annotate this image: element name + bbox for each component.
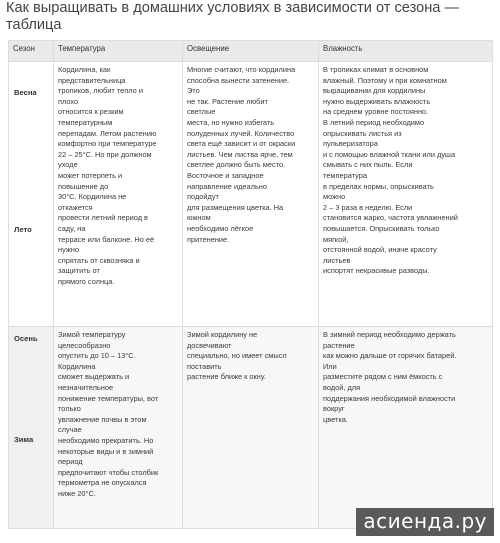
header-humidity: Влажность	[319, 41, 493, 62]
temperature-cell: Кордилина, как представительница тропиков, любит тепло и плохо относится к резким температурным перепадам. Летом растению комфортно при температуре 22 – 25°С. Но при должном уходе может потерпеть и повышение до 30°С. Кордилина не откажется провести летний период в саду, на террасе или балконе. Но её нужно спрятать от сквозняка и защитить от прямого солнца.	[54, 62, 183, 327]
humidity-cell: В зимний период необходимо держать растение как можно дальше от горячих батарей. Или разместите рядом с ним ёмкость с водой, для поддержания необходимой влажности вокруг цветка.	[319, 327, 493, 529]
header-lighting: Освещение	[183, 41, 319, 62]
season-cell	[9, 62, 54, 327]
season-summer: Лето	[14, 225, 32, 234]
lighting-cell: Зимой кордилину не досвечивают специально, но имеет смысл поставить растение ближе к окну.	[183, 327, 319, 529]
care-table	[8, 40, 493, 529]
header-temperature: Температура	[54, 41, 183, 62]
season-cell	[9, 327, 54, 529]
season-spring: Весна	[14, 88, 37, 97]
season-autumn: Осень	[14, 334, 38, 343]
humidity-cell: В тропиках климат в основном влажный. Поэтому и при комнатном выращивании для кордилины нужно выдерживать влажность на среднем уровне постоянно. В летний период необходимо опрыскивать листья из пульверизатора и с помощью влажной ткани или душа смывать с них пыль. Если температура в пределах нормы, опрыскивать можно 2 – 3 раза в неделю. Если становится жарко, частота увлажнений повышается. Опрыскивать только мягкой, отстоянной водой, иначе красоту листьев испортят некрасивые разводы.	[319, 62, 493, 327]
table-header-row	[9, 41, 493, 62]
table-row	[9, 62, 493, 327]
site-watermark: асиенда.ру	[356, 508, 494, 536]
header-season: Сезон	[9, 41, 54, 62]
table-row	[9, 327, 493, 529]
season-winter: Зима	[14, 435, 34, 444]
page-title: Как выращивать в домашних условиях в зависимости от сезона — таблица	[6, 0, 460, 33]
temperature-cell: Зимой температуру целесообразно опустить до 10 – 13°С. Кордилина сможет выдержать и незначительное понижение температуры, вот только увлажнение почвы в этом случае необходимо прекратить. Но некоторые виды и в зимний период предпочитают чтобы столбик термометра не опускался ниже 20°С.	[54, 327, 183, 529]
lighting-cell: Многие считают, что кордилина способна вынести затенение. Это не так. Растение любит светлые места, но нужно избегать полуденных лучей. Количество света ещё зависит и от окраски листьев. Чем листва ярче, тем светлее должно быть место. Восточное и западное направление идеально подойдут для размещения цветка. На южном необходимо лёгкое притенение.	[183, 62, 319, 327]
